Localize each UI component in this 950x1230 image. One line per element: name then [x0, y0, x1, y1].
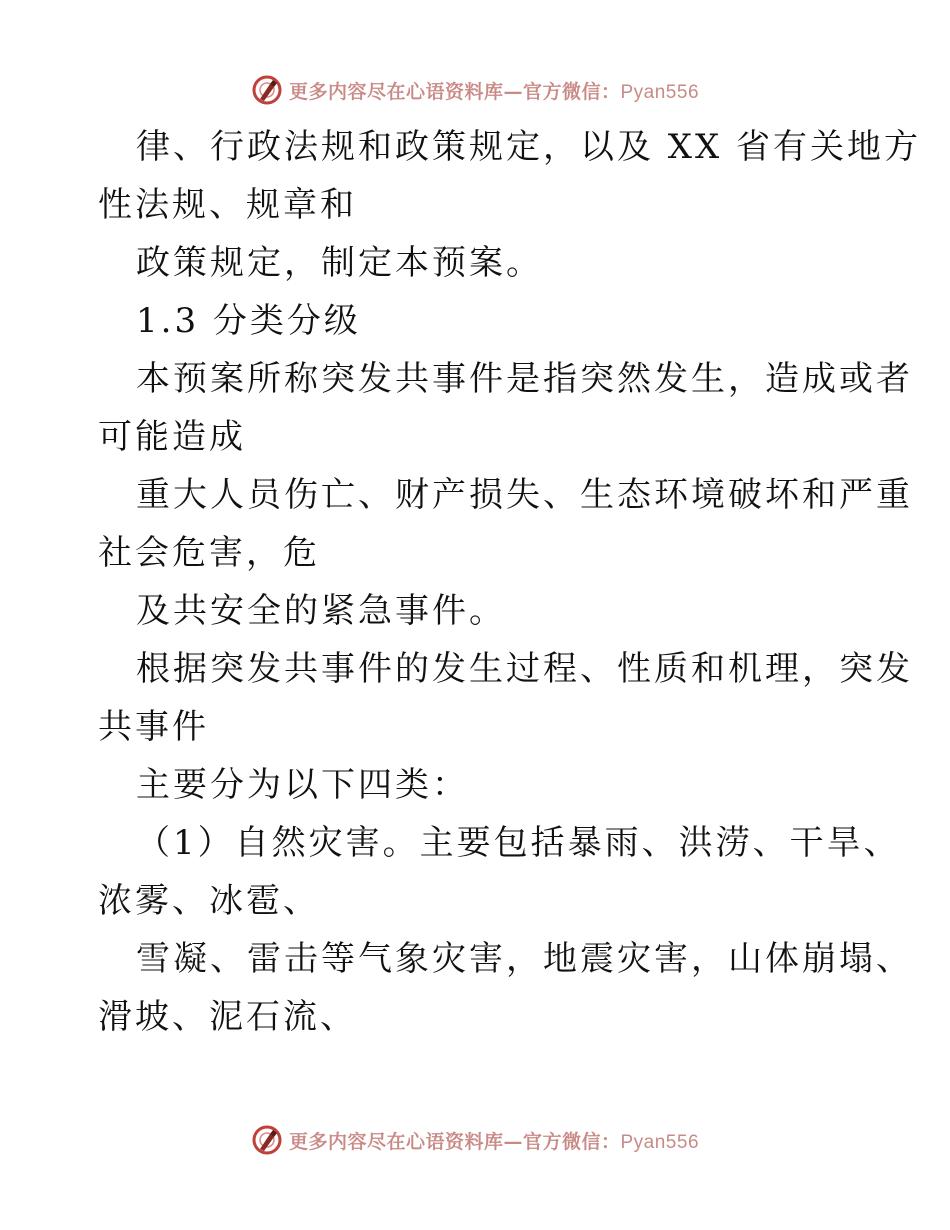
text-line: 雪凝、雷击等气象灾害，地震灾害，山体崩塌、: [136, 939, 913, 979]
text-line: 本预案所称突发共事件是指突然发生，造成或者: [136, 359, 913, 399]
section-heading: 1.3 分类分级: [136, 301, 361, 341]
text-line: 社会危害，危: [98, 533, 320, 573]
document-body: [98, 118, 922, 1046]
header-watermark-text: 更多内容尽在心语资料库—官方微信：Pyan556: [288, 80, 700, 103]
text-line: 政策规定，制定本预案。: [136, 243, 543, 283]
footer-watermark-text: 更多内容尽在心语资料库—官方微信：Pyan556: [288, 1130, 700, 1153]
header-watermark-banner: [0, 70, 950, 110]
text-line: 根据突发共事件的发生过程、性质和机理，突发: [136, 649, 913, 689]
pen-nib-logo-icon: [251, 74, 283, 106]
pen-nib-logo-icon: [251, 1124, 283, 1156]
text-line: 可能造成: [98, 417, 246, 457]
text-line: 性法规、规章和: [98, 185, 357, 225]
text-line: 重大人员伤亡、财产损失、生态环境破坏和严重: [136, 475, 913, 515]
text-line: 主要分为以下四类：: [136, 765, 469, 805]
footer-watermark-banner: [0, 1120, 950, 1160]
text-line: 浓雾、冰雹、: [98, 881, 320, 921]
text-line: 律、行政法规和政策规定，以及 XX 省有关地方: [136, 127, 922, 167]
text-line: 共事件: [98, 707, 209, 747]
text-line: （1）自然灾害。主要包括暴雨、洪涝、干旱、: [136, 823, 901, 863]
text-line: 及共安全的紧急事件。: [136, 591, 506, 631]
text-line: 滑坡、泥石流、: [98, 997, 357, 1037]
